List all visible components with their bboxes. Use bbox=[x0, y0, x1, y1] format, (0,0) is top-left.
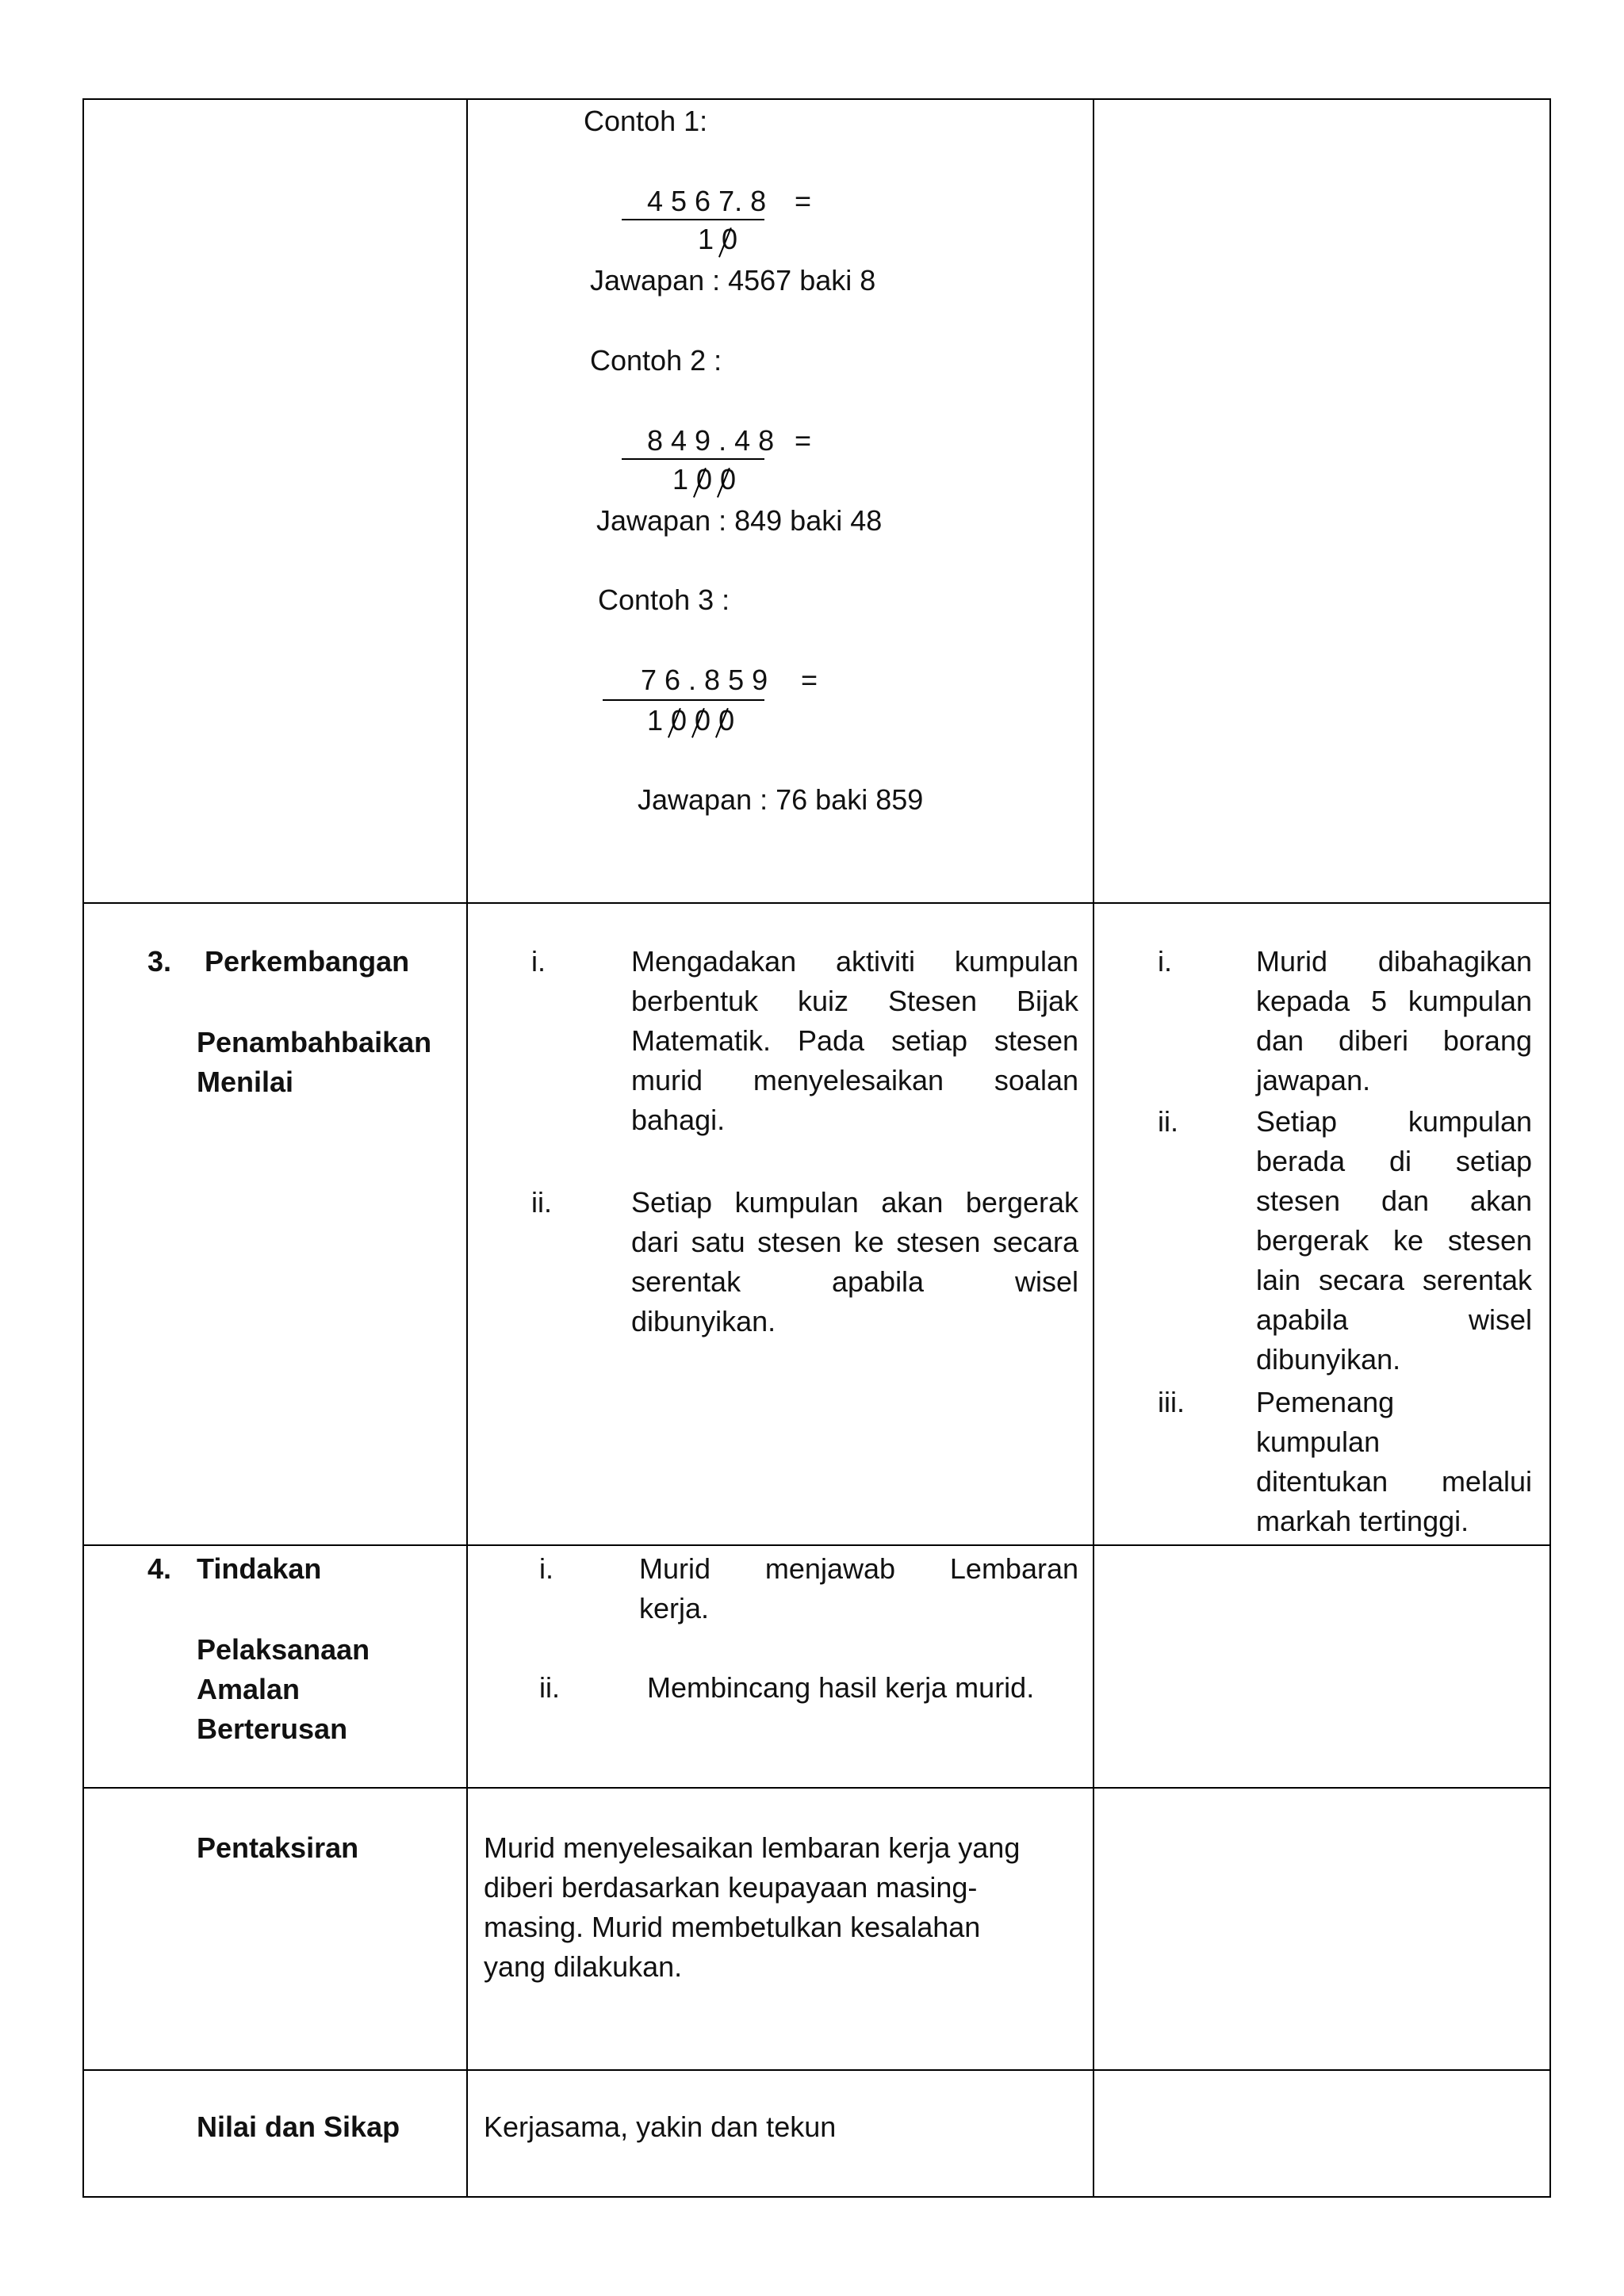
column-divider bbox=[1093, 100, 1094, 2196]
row-subtitle: Penambahbaikan bbox=[197, 1026, 432, 1058]
example-label: Contoh 3 : bbox=[598, 584, 730, 616]
row-subtitle: Berterusan bbox=[197, 1712, 348, 1745]
row-subtitle: Pelaksanaan bbox=[197, 1633, 370, 1666]
activity-text: Mengadakan aktiviti kumpulan berbentuk kuiz Stesen Bijak Matematik. Pada setiap stesen murid menyelesaikan soalan bahagi. bbox=[631, 945, 1078, 1136]
note-text: Pemenang kumpulan ditentukan melalui markah tertinggi. bbox=[1256, 1386, 1532, 1537]
example-denominator: 1 0 0 bbox=[672, 463, 737, 496]
activity-number: i. bbox=[539, 1552, 553, 1585]
activity-text: Membincang hasil kerja murid. bbox=[647, 1671, 1035, 1704]
activity-number: ii. bbox=[531, 1186, 552, 1219]
activity-number: ii. bbox=[539, 1671, 560, 1704]
row-divider bbox=[84, 1787, 1549, 1789]
row-divider bbox=[84, 2069, 1549, 2071]
assessment-line: Murid menyelesaikan lembaran kerja yang bbox=[484, 1831, 1021, 1864]
example-denominator: 1 0 0 0 bbox=[647, 704, 735, 737]
example-numerator: 4 5 6 7. 8 bbox=[647, 185, 767, 217]
note-text: Setiap kumpulan berada di setiap stesen dan akan bergerak ke stesen lain secara serentak apabila wisel dibunyikan. bbox=[1256, 1105, 1532, 1376]
row-title: Pentaksiran bbox=[197, 1831, 359, 1864]
note-number: i. bbox=[1158, 945, 1172, 978]
activity-text: Murid menjawab Lembaran kerja. bbox=[639, 1552, 1078, 1624]
fraction-bar bbox=[622, 219, 764, 220]
example-equals: = bbox=[801, 664, 818, 696]
row-subtitle: Menilai bbox=[197, 1066, 294, 1098]
note-text: Murid dibahagikan kepada 5 kumpulan dan diberi borang jawapan. bbox=[1256, 945, 1532, 1096]
example-equals: = bbox=[795, 424, 812, 457]
row-subtitle: Amalan bbox=[197, 1673, 301, 1705]
assessment-line: diberi berdasarkan keupayaan masing- bbox=[484, 1871, 978, 1904]
column-divider bbox=[466, 100, 468, 2196]
assessment-line: yang dilakukan. bbox=[484, 1950, 683, 1983]
note-number: ii. bbox=[1158, 1105, 1178, 1138]
row-title: Nilai dan Sikap bbox=[197, 2110, 400, 2143]
activity-text: Setiap kumpulan akan bergerak dari satu stesen ke stesen secara serentak apabila wisel dibunyikan. bbox=[631, 1186, 1078, 1337]
note-number: iii. bbox=[1158, 1386, 1185, 1418]
example-numerator: 7 6 . 8 5 9 bbox=[641, 664, 768, 696]
row-title: Perkembangan bbox=[205, 945, 410, 978]
example-equals: = bbox=[795, 185, 812, 217]
example-answer: Jawapan : 76 baki 859 bbox=[638, 783, 924, 816]
assessment-line: masing. Murid membetulkan kesalahan bbox=[484, 1911, 981, 1943]
row-number: 3. bbox=[147, 945, 172, 978]
values-text: Kerjasama, yakin dan tekun bbox=[484, 2110, 837, 2143]
row-number: 4. bbox=[147, 1552, 172, 1585]
row-title: Tindakan bbox=[197, 1552, 322, 1585]
row-divider bbox=[84, 1544, 1549, 1546]
row-divider bbox=[84, 902, 1549, 904]
example-numerator: 8 4 9 . 4 8 bbox=[647, 424, 775, 457]
example-label: Contoh 2 : bbox=[590, 344, 722, 377]
example-label: Contoh 1: bbox=[584, 105, 708, 137]
example-denominator: 1 0 bbox=[698, 223, 738, 255]
example-answer: Jawapan : 849 baki 48 bbox=[596, 504, 883, 537]
activity-number: i. bbox=[531, 945, 546, 978]
example-answer: Jawapan : 4567 baki 8 bbox=[590, 264, 876, 297]
